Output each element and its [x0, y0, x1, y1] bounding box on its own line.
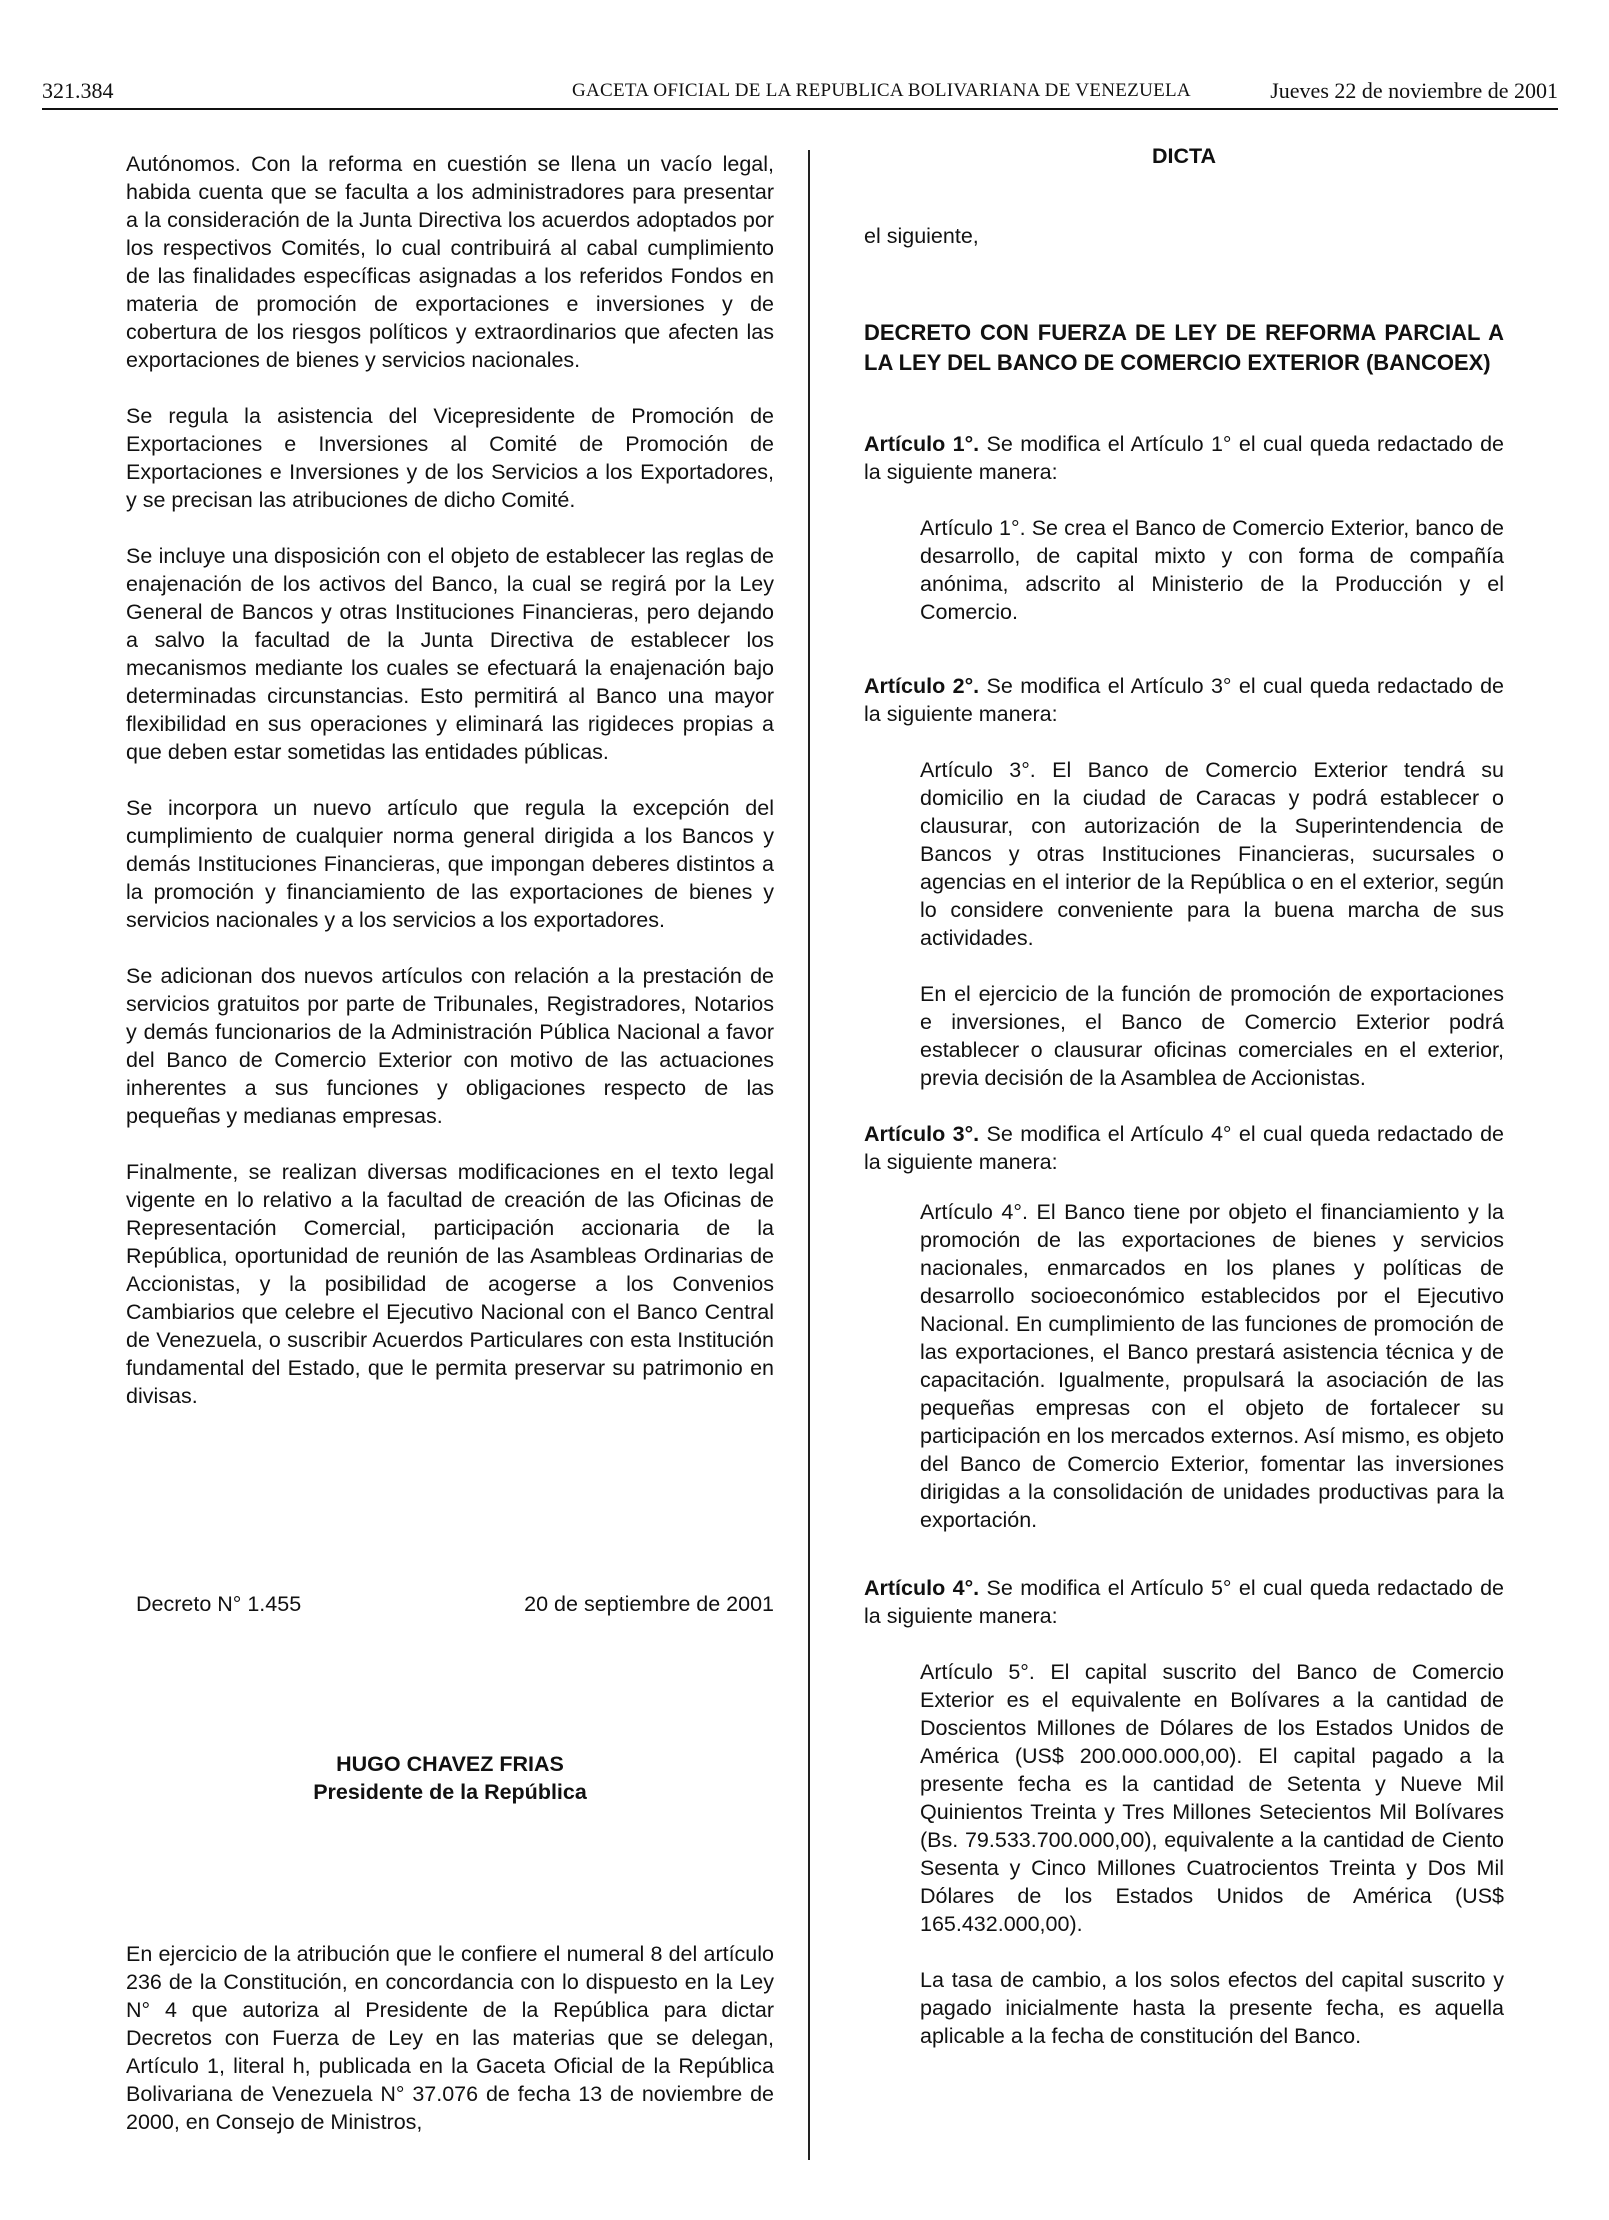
article-4-intro: Artículo 4°. Se modifica el Artículo 5° el cual queda redactado de la siguiente manera: — [864, 1576, 1504, 1628]
page-header — [42, 74, 1558, 110]
president-title: Presidente de la República — [313, 1780, 587, 1804]
page-number: 321.384 — [42, 78, 114, 103]
article-2-intro: Artículo 2°. Se modifica el Artículo 3° el cual queda redactado de la siguiente manera: — [864, 674, 1504, 726]
president-name: HUGO CHAVEZ FRIAS — [336, 1752, 564, 1776]
decree-title: DECRETO CON FUERZA DE LEY DE REFORMA PARCIAL A LA LEY DEL BANCO DE COMERCIO EXTERIOR (BANCOEX) — [864, 320, 1504, 375]
paragraph: Se incluye una disposición con el objeto de establecer las reglas de enajenación de los activos del Banco, la cual se regirá por la Ley General de Bancos y otras Instituciones Financieras, pero dejando a salvo la facultad de la Junta Directiva de establecer los mecanismos mediante los cuales se efectuará la enajenación bajo determinadas circunstancias. Esto permitirá al Banco una mayor flexibilidad en sus operaciones y eliminará las rigideces propias a que deben estar sometidas las entidades públicas. — [126, 544, 774, 764]
paragraph: Se adicionan dos nuevos artículos con relación a la prestación de servicios gratuitos por parte de Tribunales, Registradores, Notarios y demás funcionarios de la Administración Pública Nacional a favor del Banco de Comercio Exterior con motivo de las actuaciones inherentes a sus funciones y obligaciones respecto de las pequeñas y medianas empresas. — [126, 964, 774, 1128]
quoted-article: En el ejercicio de la función de promoción de exportaciones e inversiones, el Banco de Comercio Exterior podrá establecer o clausurar oficinas comerciales en el exterior, previa decisión de la Asamblea de Accionistas. — [920, 982, 1504, 1090]
article-label: Artículo 3°. — [864, 1122, 980, 1146]
column-divider — [808, 150, 810, 2160]
paragraph: Finalmente, se realizan diversas modificaciones en el texto legal vigente en lo relativo a la facultad de creación de las Oficinas de Representación Comercial, participación accionaria de la República, oportunidad de reunión de las Asambleas Ordinarias de Accionistas, y la posibilidad de acogerse a los Convenios Cambiarios que celebre el Ejecutivo Nacional con el Banco Central de Venezuela, o suscribir Acuerdos Particulares con esta Institución fundamental del Estado, que le permita preservar su patrimonio en divisas. — [126, 1160, 774, 1408]
article-label: Artículo 2°. — [864, 674, 980, 698]
el-siguiente: el siguiente, — [864, 224, 979, 248]
decree-number: Decreto N° 1.455 — [136, 1592, 302, 1616]
quoted-article: Artículo 3°. El Banco de Comercio Exterior tendrá su domicilio en la ciudad de Caracas y podrá establecer o clausurar, con autorización de la Superintendencia de Bancos y otras Instituciones Financieras, sucursales o agencias en el interior de la República o en el exterior, según lo considere conveniente para la buena marcha de sus actividades. — [920, 758, 1504, 950]
decree-line — [126, 1590, 774, 1620]
paragraph: Se incorpora un nuevo artículo que regula la excepción del cumplimiento de cualquier norma general dirigida a los Bancos y demás Instituciones Financieras, que impongan deberes distintos a la promoción y financiamiento de las exportaciones de bienes y servicios nacionales y a los servicios a los exportadores. — [126, 796, 774, 932]
article-label: Artículo 1°. — [864, 432, 980, 456]
right-column — [864, 142, 1504, 2078]
dicta-heading: DICTA — [1151, 144, 1217, 168]
quoted-article: Artículo 5°. El capital suscrito del Banco de Comercio Exterior es el equivalente en Bolívares a la cantidad de Doscientos Millones de Dólares de los Estados Unidos de América (US$ 200.000.000,00). El capital pagado a la presente fecha es la cantidad de Setenta y Nueve Mil Quinientos Treinta y Tres Millones Setecientos Mil Bolívares (Bs. 79.533.700.000,00), equivalente a la cantidad de Ciento Sesenta y Cinco Millones Cuatrocientos Treinta y Dos Mil Dólares de los Estados Unidos de América (US$ 165.432.000,00). — [920, 1660, 1504, 1936]
quoted-article: Artículo 4°. El Banco tiene por objeto el financiamiento y la promoción de las exportaciones de bienes y servicios nacionales, enmarcados en los planes y políticas de desarrollo socioeconómico establecidos por el Ejecutivo Nacional. En cumplimiento de las funciones de promoción de las exportaciones, el Banco prestará asistencia técnica y de capacitación. Igualmente, propulsará la asociación de las pequeñas empresas con el objeto de fortalecer su participación en los mercados externos. Así mismo, es objeto del Banco de Comercio Exterior, fomentar las inversiones dirigidas a la consolidación de unidades productivas para la exportación. — [920, 1200, 1504, 1532]
issue-date: Jueves 22 de noviembre de 2001 — [1270, 78, 1558, 103]
gazette-title: GACETA OFICIAL DE LA REPUBLICA BOLIVARIANA DE VENEZUELA — [572, 80, 1191, 101]
decree-date: 20 de septiembre de 2001 — [524, 1592, 774, 1616]
quoted-article: La tasa de cambio, a los solos efectos del capital suscrito y pagado inicialmente hasta la presente fecha, es aquella aplicable a la fecha de constitución del Banco. — [920, 1968, 1504, 2048]
article-3-intro: Artículo 3°. Se modifica el Artículo 4° el cual queda redactado de la siguiente manera: — [864, 1122, 1504, 1174]
quoted-article: Artículo 1°. Se crea el Banco de Comercio Exterior, banco de desarrollo, de capital mixto y con forma de compañía anónima, adscrito al Ministerio de la Producción y el Comercio. — [920, 516, 1504, 624]
article-1-intro: Artículo 1°. Se modifica el Artículo 1° el cual queda redactado de la siguiente manera: — [864, 432, 1504, 484]
paragraph: Se regula la asistencia del Vicepresidente de Promoción de Exportaciones e Inversiones al Comité de Promoción de Exportaciones e Inversiones y de los Servicios a los Exportadores, y se precisan las atribuciones de dicho Comité. — [126, 404, 774, 512]
paragraph: Autónomos. Con la reforma en cuestión se llena un vacío legal, habida cuenta que se faculta a los administradores para presentar a la consideración de la Junta Directiva los acuerdos adoptados por los respectivos Comités, lo cual contribuirá al cabal cumplimiento de las finalidades específicas asignadas a los referidos Fondos en materia de promoción de exportaciones e inversiones y de cobertura de los riesgos políticos y extraordinarios que afecten las exportaciones de bienes y servicios nacionales. — [126, 152, 774, 372]
article-label: Artículo 4°. — [864, 1576, 980, 1600]
left-column — [126, 150, 774, 2164]
preamble: En ejercicio de la atribución que le confiere el numeral 8 del artículo 236 de la Constitución, en concordancia con lo dispuesto en la Ley N° 4 que autoriza al Presidente de la República para dictar Decretos con Fuerza de Ley en las materias que se delegan, Artículo 1, literal h, publicada en la Gaceta Oficial de la República Bolivariana de Venezuela N° 37.076 de fecha 13 de noviembre de 2000, en Consejo de Ministros, — [126, 1942, 774, 2134]
